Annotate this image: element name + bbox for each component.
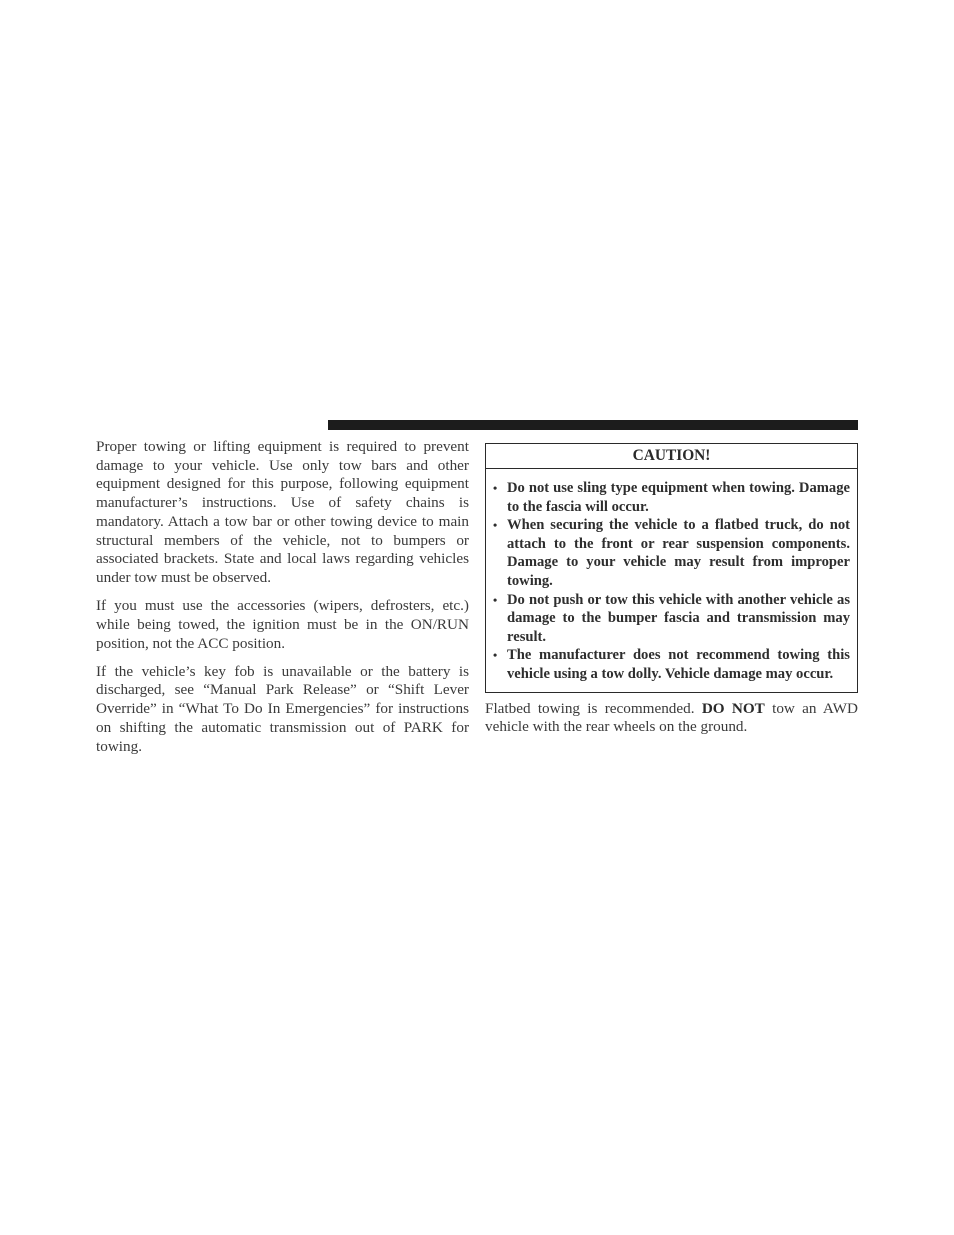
bullet-icon: •: [493, 518, 498, 533]
bullet-icon: •: [493, 648, 498, 663]
caution-item-text: The manufacturer does not recommend towing this vehicle using a tow dolly. Vehicle damage may occur.: [507, 647, 850, 682]
caution-item: [493, 516, 850, 590]
caution-item: [493, 479, 850, 516]
paragraph-accessories: If you must use the accessories (wipers, defrosters, etc.) while being towed, the ignition must be in the ON/RUN position, not the ACC position.: [96, 597, 469, 652]
section-header-bar: [328, 420, 858, 430]
caution-item: [493, 646, 850, 683]
left-column-text: [96, 438, 469, 766]
paragraph-key-fob: If the vehicle’s key fob is unavailable or the battery is discharged, see “Manual Park Release” or “Shift Lever Override” in “What To Do In Emergencies” for instructions on shifting the automatic transmission out of PARK for towing.: [96, 662, 469, 755]
paragraph-towing-equipment: Proper towing or lifting equipment is required to prevent damage to your vehicle. Use only tow bars and other equipment designed for this purpose, following equipment manufacturer’s instructions. Use of safety chains is mandatory. Attach a tow bar or other towing device to main structural members of the vehicle, not to bumpers or associated brackets. State and local laws regarding vehicles under tow must be observed.: [96, 438, 469, 586]
caution-item-text: Do not use sling type equipment when towing. Damage to the fascia will occur.: [507, 480, 850, 515]
bullet-icon: •: [493, 592, 498, 607]
caution-item: [493, 591, 850, 647]
flatbed-rest-text: tow an AWD vehicle with the rear wheels on the ground.: [485, 699, 858, 736]
caution-item-text: Do not push or tow this vehicle with another vehicle as damage to the bumper fascia and transmission may result.: [507, 591, 850, 645]
flatbed-towing-paragraph: [485, 700, 858, 737]
caution-title: CAUTION!: [486, 444, 857, 469]
do-not-emphasis: DO NOT: [701, 699, 765, 717]
bullet-icon: •: [493, 481, 498, 495]
caution-box: [485, 443, 858, 693]
caution-list: [486, 469, 857, 692]
right-column: [485, 443, 858, 737]
caution-item-text: When securing the vehicle to a flatbed truck, do not attach to the front or rear suspension components. Damage to your vehicle may result from improper towing.: [507, 517, 850, 589]
flatbed-lead-text: Flatbed towing is recommended.: [485, 699, 702, 717]
